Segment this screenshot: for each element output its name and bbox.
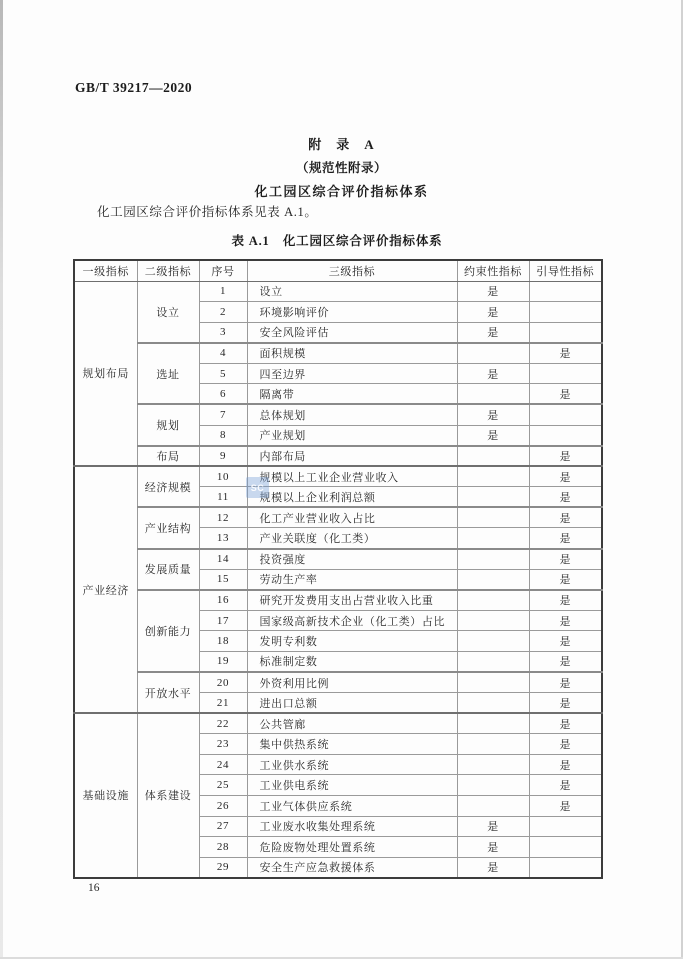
appendix-heading: 化工园区综合评价指标体系 <box>254 184 429 199</box>
appendix-header <box>0 134 683 200</box>
column-header-4: 约束性指标 <box>457 260 529 281</box>
cell-indicator: 工业供水系统 <box>247 754 457 775</box>
cell-constraint: 是 <box>457 857 529 878</box>
table-row <box>74 590 602 611</box>
appendix-title: 附 录 A <box>308 137 375 152</box>
cell-guidance <box>529 322 602 343</box>
cell-guidance <box>529 425 602 446</box>
cell-indicator: 集中供热系统 <box>247 734 457 755</box>
cell-indicator: 内部布局 <box>247 446 457 467</box>
cell-constraint <box>457 343 529 364</box>
cell-number: 29 <box>199 857 247 878</box>
column-header-5: 引导性指标 <box>529 260 602 281</box>
cell-number: 5 <box>199 363 247 384</box>
cell-indicator: 安全生产应急救援体系 <box>247 857 457 878</box>
cell-number: 7 <box>199 404 247 425</box>
cell-guidance: 是 <box>529 713 602 734</box>
cell-guidance <box>529 816 602 837</box>
cell-level2: 选址 <box>137 343 199 405</box>
table-row <box>74 549 602 570</box>
cell-constraint: 是 <box>457 404 529 425</box>
cell-constraint: 是 <box>457 281 529 302</box>
cell-guidance: 是 <box>529 651 602 672</box>
cell-indicator: 安全风险评估 <box>247 322 457 343</box>
table-row <box>74 343 602 364</box>
cell-number: 6 <box>199 384 247 405</box>
cell-number: 13 <box>199 528 247 549</box>
cell-indicator: 四至边界 <box>247 363 457 384</box>
cell-indicator: 工业供电系统 <box>247 775 457 796</box>
cell-guidance <box>529 857 602 878</box>
cell-number: 19 <box>199 651 247 672</box>
cell-guidance: 是 <box>529 507 602 528</box>
cell-indicator: 工业气体供应系统 <box>247 795 457 816</box>
cell-constraint <box>457 569 529 590</box>
cell-number: 22 <box>199 713 247 734</box>
table-row <box>74 466 602 487</box>
cell-indicator: 研究开发费用支出占营业收入比重 <box>247 590 457 611</box>
cell-constraint <box>457 631 529 652</box>
cell-constraint <box>457 754 529 775</box>
cell-number: 9 <box>199 446 247 467</box>
cell-indicator: 化工产业营业收入占比 <box>247 507 457 528</box>
cell-indicator: 规模以上工业企业营业收入 <box>247 466 457 487</box>
cell-guidance: 是 <box>529 631 602 652</box>
cell-indicator: 面积规模 <box>247 343 457 364</box>
cell-guidance: 是 <box>529 446 602 467</box>
cell-number: 15 <box>199 569 247 590</box>
cell-guidance: 是 <box>529 384 602 405</box>
watermark-artifact: SC <box>246 477 269 498</box>
cell-indicator: 产业规划 <box>247 425 457 446</box>
cell-level2: 产业结构 <box>137 507 199 548</box>
cell-guidance: 是 <box>529 672 602 693</box>
table-row <box>74 507 602 528</box>
cell-level2: 设立 <box>137 281 199 343</box>
cell-constraint <box>457 466 529 487</box>
cell-constraint <box>457 651 529 672</box>
cell-number: 23 <box>199 734 247 755</box>
cell-constraint <box>457 590 529 611</box>
cell-constraint <box>457 713 529 734</box>
cell-number: 21 <box>199 693 247 714</box>
cell-guidance: 是 <box>529 528 602 549</box>
cell-number: 20 <box>199 672 247 693</box>
column-header-0: 一级指标 <box>74 260 137 281</box>
cell-indicator: 工业废水收集处理系统 <box>247 816 457 837</box>
cell-guidance: 是 <box>529 734 602 755</box>
cell-level1: 产业经济 <box>74 466 137 713</box>
cell-constraint <box>457 487 529 508</box>
cell-guidance <box>529 363 602 384</box>
cell-constraint <box>457 672 529 693</box>
cell-number: 18 <box>199 631 247 652</box>
cell-indicator: 规模以上企业利润总额 <box>247 487 457 508</box>
cell-guidance: 是 <box>529 569 602 590</box>
column-header-2: 序号 <box>199 260 247 281</box>
cell-constraint <box>457 507 529 528</box>
cell-constraint: 是 <box>457 322 529 343</box>
cell-indicator: 劳动生产率 <box>247 569 457 590</box>
table-row <box>74 404 602 425</box>
intro-paragraph: 化工园区综合评价指标体系见表 A.1。 <box>97 205 318 219</box>
cell-indicator: 进出口总额 <box>247 693 457 714</box>
cell-constraint <box>457 446 529 467</box>
cell-constraint <box>457 384 529 405</box>
table-row <box>74 672 602 693</box>
cell-number: 16 <box>199 590 247 611</box>
cell-constraint <box>457 549 529 570</box>
cell-number: 17 <box>199 610 247 631</box>
cell-level2: 经济规模 <box>137 466 199 507</box>
cell-indicator: 投资强度 <box>247 549 457 570</box>
cell-level2: 体系建设 <box>137 713 199 878</box>
cell-guidance: 是 <box>529 343 602 364</box>
cell-level1: 基础设施 <box>74 713 137 878</box>
cell-indicator: 国家级高新技术企业（化工类）占比 <box>247 610 457 631</box>
cell-number: 3 <box>199 322 247 343</box>
indicator-table <box>73 259 603 879</box>
table-row <box>74 446 602 467</box>
cell-number: 28 <box>199 837 247 858</box>
cell-constraint: 是 <box>457 363 529 384</box>
cell-level2: 发展质量 <box>137 549 199 590</box>
cell-guidance <box>529 837 602 858</box>
cell-indicator: 设立 <box>247 281 457 302</box>
cell-indicator: 产业关联度（化工类） <box>247 528 457 549</box>
cell-level1: 规划布局 <box>74 281 137 466</box>
cell-number: 27 <box>199 816 247 837</box>
table-row <box>74 281 602 302</box>
cell-guidance: 是 <box>529 795 602 816</box>
cell-guidance <box>529 302 602 323</box>
cell-guidance: 是 <box>529 610 602 631</box>
cell-guidance: 是 <box>529 549 602 570</box>
cell-indicator: 环境影响评价 <box>247 302 457 323</box>
column-header-3: 三级指标 <box>247 260 457 281</box>
cell-indicator: 危险废物处理处置系统 <box>247 837 457 858</box>
column-header-1: 二级指标 <box>137 260 199 281</box>
cell-guidance: 是 <box>529 466 602 487</box>
page-number: 16 <box>88 882 100 894</box>
cell-number: 12 <box>199 507 247 528</box>
table-head-row <box>74 260 602 281</box>
cell-number: 26 <box>199 795 247 816</box>
cell-indicator: 总体规划 <box>247 404 457 425</box>
cell-number: 4 <box>199 343 247 364</box>
cell-constraint <box>457 734 529 755</box>
appendix-subtitle: （规范性附录） <box>295 161 387 175</box>
cell-level2: 创新能力 <box>137 590 199 672</box>
cell-constraint <box>457 528 529 549</box>
cell-number: 10 <box>199 466 247 487</box>
cell-number: 8 <box>199 425 247 446</box>
cell-number: 24 <box>199 754 247 775</box>
cell-level2: 布局 <box>137 446 199 467</box>
cell-number: 2 <box>199 302 247 323</box>
standard-number: GB/T 39217—2020 <box>75 80 193 95</box>
cell-guidance <box>529 281 602 302</box>
cell-number: 1 <box>199 281 247 302</box>
cell-number: 11 <box>199 487 247 508</box>
cell-constraint: 是 <box>457 816 529 837</box>
cell-number: 25 <box>199 775 247 796</box>
cell-guidance: 是 <box>529 775 602 796</box>
cell-constraint: 是 <box>457 837 529 858</box>
cell-constraint: 是 <box>457 425 529 446</box>
cell-guidance: 是 <box>529 590 602 611</box>
cell-guidance <box>529 404 602 425</box>
table-caption: 表 A.1 化工园区综合评价指标体系 <box>231 234 443 248</box>
cell-constraint: 是 <box>457 302 529 323</box>
cell-guidance: 是 <box>529 487 602 508</box>
cell-constraint <box>457 795 529 816</box>
cell-indicator: 公共管廊 <box>247 713 457 734</box>
cell-indicator: 外资利用比例 <box>247 672 457 693</box>
cell-indicator: 标准制定数 <box>247 651 457 672</box>
cell-level2: 开放水平 <box>137 672 199 713</box>
cell-indicator: 隔离带 <box>247 384 457 405</box>
cell-level2: 规划 <box>137 404 199 445</box>
table-row <box>74 713 602 734</box>
cell-constraint <box>457 693 529 714</box>
cell-guidance: 是 <box>529 754 602 775</box>
cell-guidance: 是 <box>529 693 602 714</box>
cell-indicator: 发明专利数 <box>247 631 457 652</box>
cell-constraint <box>457 775 529 796</box>
cell-number: 14 <box>199 549 247 570</box>
cell-constraint <box>457 610 529 631</box>
